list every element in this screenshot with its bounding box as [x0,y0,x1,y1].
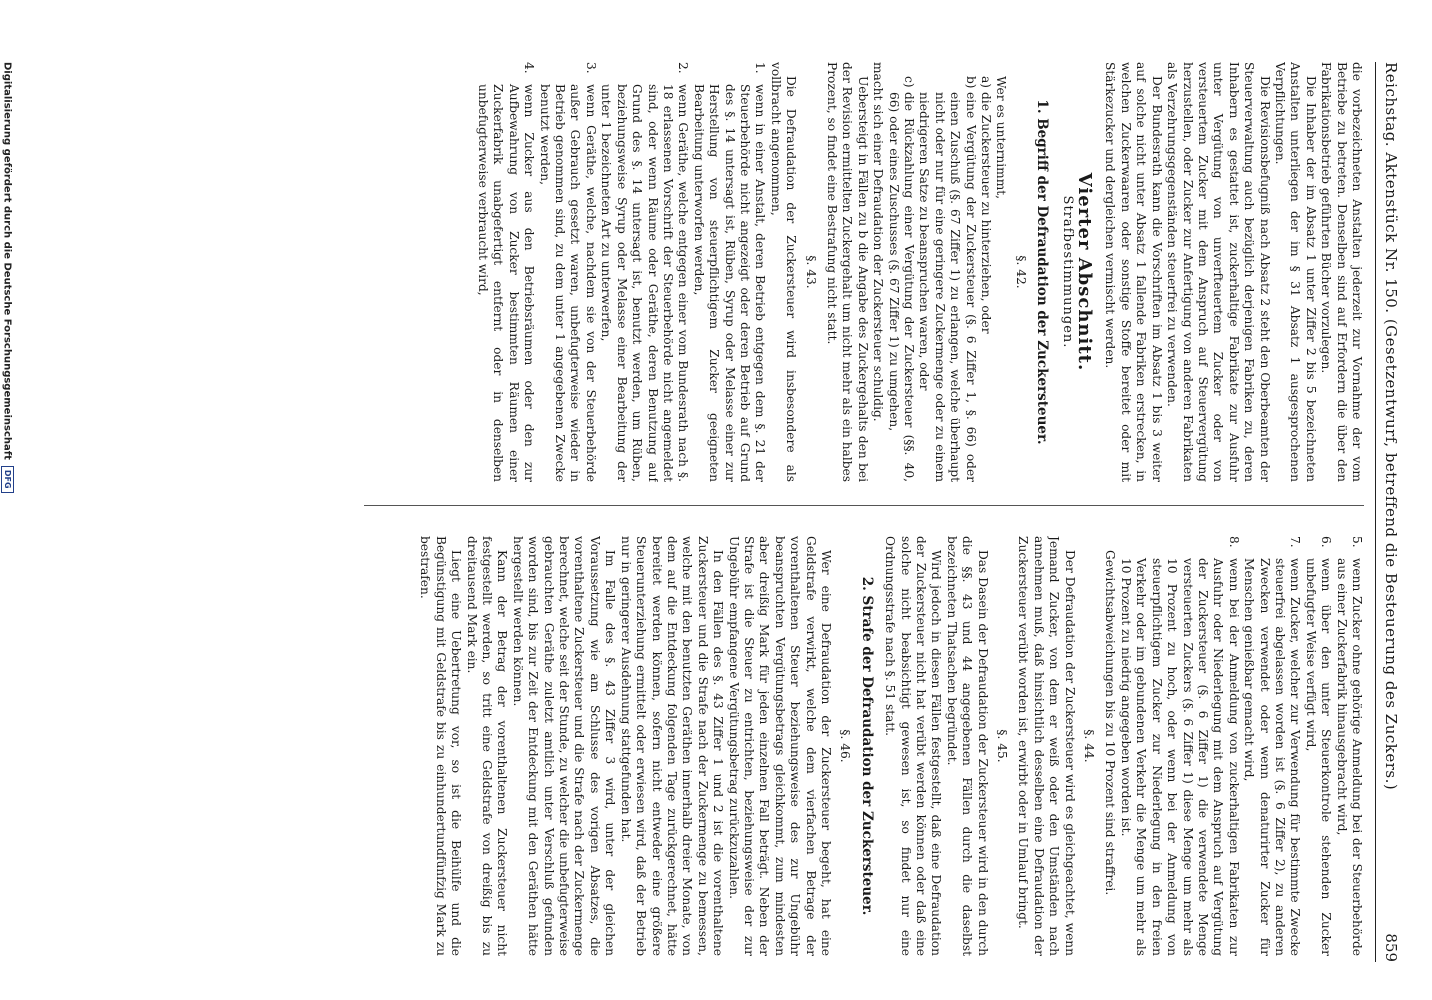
paragraph-number: §. 42. [1013,255,1028,289]
section-title: Vierter Abschnitt. [1074,172,1096,372]
credit-text: Digitalisierung gefördert durch die Deutsche Forschungsgemeinschaft [1,62,13,460]
paragraph: Wer eine Defraudation der Zuckersteuer begeht, hat eine Geldstrafe verwirkt, welche dem vierfachen Betrage der vorenthaltenen Steuer beziehungsweise des zur Ungebühr beanspruchten Vergütungsbetrags gleichkommt, zum mindesten aber dreißig Mark für jeden einzelnen Fall beträgt. Neben der Strafe ist die Steuer zu entrichten, beziehungsweise der zur Ungebühr empfangene Vergütungsbetrag zurückzuzahlen. [726,536,833,956]
paragraph-number: §. 44. [1082,729,1097,763]
list-item-text: die Rückzahlung einer Vergütung der Zuckersteuer (§§. 40, 66) oder eines Zuschusses (§. 67 Ziffer 1) zu umgehen, [886,92,917,482]
page-number: 859 [1382,933,1400,962]
list-item: 6. wenn über den unter Steuerkontrole stehenden Zucker unbefugter Weise verfügt wird, [1303,536,1334,956]
list-item-text: eine Vergütung der Zuckersteuer (§. 6 Ziffer 1, §. 66) oder einen Zuschuß (§. 67 Ziffer 1) zu erlangen, welche überhaupt nicht oder nur für eine geringere Zuckermenge oder zu einem niedrigeren Satze zu beanspruchen waren, oder [917,92,978,482]
paragraph-number: §. 45. [995,729,1010,763]
paragraph: Die Defraudation der Zuckersteuer wird insbesondere als vollbracht angenommen, [768,62,799,482]
paragraph: In den Fällen des §. 43 Ziffer 1 und 2 ist die vorenthaltene Zuckersteuer und die Strafe nach der Zuckermenge zu bemessen, welche mit den benutzten Geräthen innerhalb dreier Monate, von dem auf die Entdeckung folgenden Tage zurückgerechnet, hätte bereitet werden können, sofern nicht entweder eine größere Steuerunterziehung ermittelt oder erwiesen wird, daß der Betrieb nur in geringerer Ausdehnung stattgefunden hat. [618,536,726,956]
paragraph: Im Falle des §. 43 Ziffer 3 wird, unter der gleichen Voraussetzung wie am Schlusse des vorigen Absatzes, die vorenthaltene Zuckersteuer und die Strafe nach der Zuckermenge berechnet, welche seit der Stunde, zu welcher die unbefugterweise gebrauchten Geräthe zuletzt amtlich unter Verschluß gefunden worden sind, bis zur Zeit der Entdeckung mit den Geräthen hätte hergestellt werden können. [510,536,618,956]
list-item-text: wenn über den unter Steuerkontrole stehenden Zucker unbefugter Weise verfügt wird, [1303,558,1334,956]
list-item: 5. wenn Zucker ohne gehörige Anmeldung bei der Steuerbehörde aus einer Zuckerfabrik hinausgebracht wird, [1334,536,1364,956]
section-subtitle: Strafbestimmungen. [1059,195,1075,349]
paragraph: Das Dasein der Defraudation der Zuckersteuer wird in den durch die §§. 43 und 44 angegebenen Fällen durch die daselbst bezeichneten Thatsachen begründet. [944,536,990,956]
list-item-text: wenn bei der Anmeldung von zuckerhaltigen Fabrikaten zur Ausfuhr oder Niederlegung mit dem Anspruch auf Vergütung der Zuckersteuer (§. 6 Ziffer 1) die verwendete Menge versteuerten Zuckers (§. 6 Ziffer 1) diese Menge um mehr als 10 Prozent zu hoch, oder wenn bei der Anmeldung von steuerpflichtigem Zucker zur Niederlegung in den freien Verkehr oder im gebundenen Verkehr die Menge um mehr als 10 Prozent zu niedrig angegeben worden ist. [1118,558,1241,956]
paragraph: Der Bundesrath kann die Vorschriften im Absatz 1 bis 3 weiter auf solche nicht unter Absatz 1 fallende Fabriken erstrecken, in welchen Zuckerwaaren oder sonstige Stoffe bereitet oder mit Stärkezucker und dergleichen vermischt werden. [1103,62,1164,482]
page-header [1375,62,1402,962]
subsection-heading: 1. Begriff der Defraudation der Zuckersteuer. [1034,99,1051,445]
list-item: a) die Zuckersteuer zu hinterziehen, oder [979,76,994,334]
paragraph: Der Defraudation der Zuckersteuer wird es gleichgeachtet, wenn Jemand Zucker, von dem er weiß oder den Umständen nach annehmen muß, daß hinsichtlich desselben eine Defraudation der Zuckersteuer verübt worden ist, erwirbt oder in Umlauf bringt. [1016,536,1077,956]
paragraph: Uebersteigt in Fällen zu b die Angabe des Zuckergehalts den bei der Revision ermittelten Zuckergehalt um nicht mehr als ein halbes Prozent, so findet eine Bestrafung nicht statt. [825,62,870,482]
right-column [324,536,1364,956]
running-title: Reichstag. Aktenstück Nr. 150. (Gesetzentwurf, betreffend die Besteuerung des Zuckers.) [1382,62,1400,791]
list-item: 8. wenn bei der Anmeldung von zuckerhaltigen Fabrikaten zur Ausfuhr oder Niederlegung mit dem Anspruch auf Vergütung der Zuckersteuer (§. 6 Ziffer 1) die verwendete Menge versteuerten Zuckers (§. 6 Ziffer 1) diese Menge um mehr als 10 Prozent zu hoch, oder wenn bei der Anmeldung von steuerpflichtigem Zucker zur Niederlegung in den freien Verkehr oder im gebundenen Verkehr die Menge um mehr als 10 Prozent zu niedrig angegeben worden ist. [1118,536,1241,956]
paragraph: die vorbezeichneten Anstalten jederzeit zur Vornahme der vom Betriebe zu betreten. Denselben sind auf Erfordern die über den Fabrikationsbetrieb geführten Bücher vorzulegen. [1319,62,1364,482]
list-item: 7. wenn Zucker, welcher zur Verwendung für bestimmte Zwecke steuerfrei abgelassen worden ist (§. 6 Ziffer 2), zu anderen Zwecken verwendet oder wenn denaturirter Zucker für Menschen genießbar gemacht wird, [1242,536,1303,956]
list-item-text: wenn in einer Anstalt, deren Betrieb entgegen dem §. 21 der Steuerbehörde nicht angezeigt oder deren Betrieb auf Grund des §. 14 untersagt ist, Rüben, Syrup oder Melasse einer zur Herstellung von steuerpflichtigem Zucker geeigneten Bearbeitung unterworfen werden, [691,84,768,482]
list-item-text: wenn Zucker aus den Betriebsräumen oder den zur Aufbewahrung von Zucker bestimmten Räumen einer Zuckerfabrik unabgefertigt entfernt oder in denselben unbefugterweise verbraucht wird, [476,84,537,482]
list-item: b) eine Vergütung der Zuckersteuer (§. 6 Ziffer 1, §. 66) oder einen Zuschuß (§. 67 Ziffer 1) zu erlangen, welche überhaupt nicht oder nur für eine geringere Zuckermenge oder zu einem niedrigeren Satze zu beanspruchen waren, oder [917,76,978,482]
paragraph: Die Revisionsbefugniß nach Absatz 2 steht den Oberbeamten der Steuerverwaltung auch bezüglich derjenigen Fabriken zu, deren Inhabern es gestattet ist, zuckerhaltige Fabrikate zur Ausfuhr unter Vergütung von unverfteuertem Zucker oder von versteuertem Zucker mit dem Anspruch auf Steuervergütung herzustellen, oder Zucker zur Anfertigung von anderen Fabrikaten als Verzehrungsgegenständen steuerfrei zu verwenden. [1165,62,1272,482]
list-item: c) die Rückzahlung einer Vergütung der Zuckersteuer (§§. 40, 66) oder eines Zuschusses (§. 67 Ziffer 1) zu umgehen, [886,76,917,482]
paragraph: Wird jedoch in diesen Fällen festgestellt, daß eine Defraudation der Zuckersteuer nicht hat verübt werden können oder daß eine solche nicht beabsichtigt gewesen ist, so findet nur eine Ordnungsstrafe nach §. 51 statt. [883,536,944,956]
paragraph: Gewichtsabweichungen bis zu 10 Prozent sind straffrei. [1103,550,1118,896]
list-item: 1. wenn in einer Anstalt, deren Betrieb entgegen dem §. 21 der Steuerbehörde nicht angezeigt oder deren Betrieb auf Grund des §. 14 untersagt ist, Rüben, Syrup oder Melasse einer zur Herstellung von steuerpflichtigem Zucker geeigneten Bearbeitung unterworfen werden, [691,62,768,482]
dfg-logo: DFG [1,466,14,493]
paragraph: Kann der Betrag der vorenthaltenen Zuckersteuer nicht festgestellt werden, so tritt eine Geldstrafe von dreißig bis zu dreitausend Mark ein. [464,536,510,956]
list-item-text: die Zuckersteuer zu hinterziehen, oder [979,92,994,334]
subsection-heading: 2. Strafe der Defraudation der Zuckersteuer. [858,576,875,916]
digitization-credit [2,62,14,962]
left-column [324,62,1364,482]
list-item-text: wenn Geräthe, welche, nachdem sie von der Steuerbehörde außer Gebrauch gesetzt waren, unbefugterweise wieder in Betrieb genommen sind, zu dem unter 1 angegebenen Zwecke benutzt werden, [537,84,598,482]
list-item-text: wenn Zucker ohne gehörige Anmeldung bei der Steuerbehörde aus einer Zuckerfabrik hinausgebracht wird, [1334,558,1364,956]
list-item: 4. wenn Zucker aus den Betriebsräumen oder den zur Aufbewahrung von Zucker bestimmten Räumen einer Zuckerfabrik unabgefertigt entfernt oder in denselben unbefugterweise verbraucht wird, [476,62,537,482]
paragraph-number: §. 43. [803,255,818,289]
list-item-text: wenn Geräthe, welche entgegen einer vom Bundesrath nach §. 18 erlassenen Vorschrift der Steuerbehörde nicht angemeldet sind, oder wenn Räume oder Geräthe, deren Benutzung auf Grund des §. 14 untersagt ist, benutzt werden, um Rüben, beziehungsweise Syrup oder Melasse einer Bearbeitung der unter 1 bezeichneten Art zu unterwerfen, [599,84,691,482]
list-item: 3. wenn Geräthe, welche, nachdem sie von der Steuerbehörde außer Gebrauch gesetzt waren, unbefugterweise wieder in Betrieb genommen sind, zu dem unter 1 angegebenen Zwecke benutzt werden, [537,62,598,482]
paragraph: Die Inhaber der im Absatz 1 unter Ziffer 2 bis 5 bezeichneten Anstalten unterliegen der im § 31 Absatz 1 ausgesprochenen Verpflichtungen. [1272,62,1318,482]
list-item: 2. wenn Geräthe, welche entgegen einer vom Bundesrath nach §. 18 erlassenen Vorschrift der Steuerbehörde nicht angemeldet sind, oder wenn Räume oder Geräthe, deren Benutzung auf Grund des §. 14 untersagt ist, benutzt werden, um Rüben, beziehungsweise Syrup oder Melasse einer Bearbeitung der unter 1 bezeichneten Art zu unterwerfen, [599,62,691,482]
paragraph: macht sich einer Defraudation der Zuckersteuer schuldig. [871,62,886,422]
column-divider [364,505,1364,506]
paragraph: Liegt eine Uebertretung vor, so ist die Beihülfe und die Begünstigung mit Geldstrafe bis zu einhundertundfünfzig Mark zu bestrafen. [418,536,464,956]
list-item-text: wenn Zucker, welcher zur Verwendung für bestimmte Zwecke steuerfrei abgelassen worden ist (§. 6 Ziffer 2), zu anderen Zwecken verwendet oder wenn denaturirter Zucker für Menschen genießbar gemacht wird, [1242,558,1303,956]
paragraph: Wer es unternimmt, [994,76,1009,200]
paragraph-number: §. 46. [838,729,853,763]
